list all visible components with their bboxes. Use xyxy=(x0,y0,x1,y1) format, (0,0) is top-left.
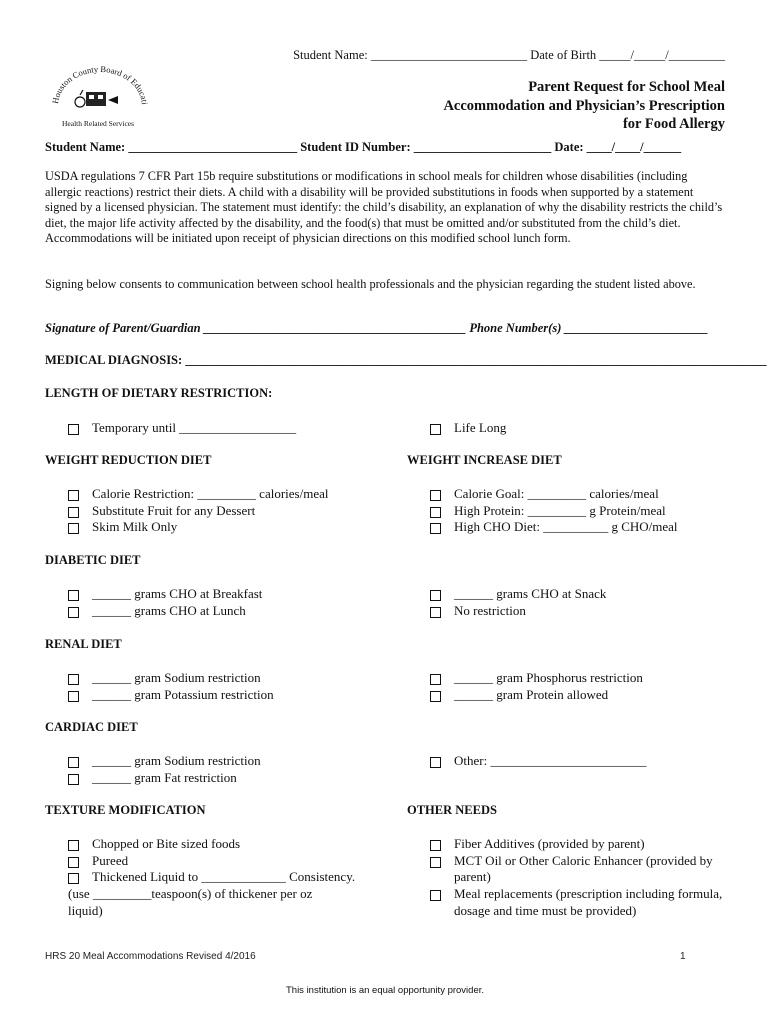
checkbox-item[interactable]: Skim Milk Only xyxy=(68,519,328,536)
thickener-note-end: liquid) xyxy=(68,902,103,918)
checkbox-item[interactable]: Thickened Liquid to _____________ Consistency. xyxy=(68,869,388,886)
renal-heading: RENAL DIET xyxy=(45,637,122,651)
checkbox-icon[interactable] xyxy=(430,507,441,518)
checkbox-item[interactable]: Chopped or Bite sized foods xyxy=(68,836,388,853)
consent-paragraph: Signing below consents to communication between school health professionals and the physician regarding the student listed above. xyxy=(45,277,696,291)
renal-left-list xyxy=(68,670,274,703)
form-title xyxy=(365,78,725,134)
checkbox-item[interactable]: Calorie Restriction: _________ calories/meal xyxy=(68,486,328,503)
checkbox-item[interactable]: High CHO Diet: __________ g CHO/meal xyxy=(430,519,678,536)
checkbox-icon[interactable] xyxy=(430,757,441,768)
checkbox-icon[interactable] xyxy=(430,840,441,851)
seal-icon xyxy=(50,62,150,130)
signature-phone-line[interactable]: Signature of Parent/Guardian __________________________________________ Phone Number(s) _______________________ xyxy=(45,321,709,335)
svg-text:Houston County Board of Educat: Houston County Board of Educati xyxy=(50,63,150,105)
checkbox-icon[interactable] xyxy=(430,674,441,685)
checkbox-icon[interactable] xyxy=(68,691,79,702)
checkbox-item[interactable]: Calorie Goal: _________ calories/meal xyxy=(430,486,678,503)
checkbox-icon[interactable] xyxy=(430,857,441,868)
equal-opportunity-statement: This institution is an equal opportunity provider. xyxy=(285,985,485,996)
checkbox-icon[interactable] xyxy=(68,523,79,534)
thickener-note[interactable]: (use _________teaspoon(s) of thickener per oz xyxy=(68,886,313,902)
checkbox-item[interactable]: No restriction xyxy=(430,603,606,620)
checkbox-icon[interactable] xyxy=(430,890,441,901)
checkbox-icon[interactable] xyxy=(68,873,79,884)
cardiac-left-list xyxy=(68,753,261,786)
renal-right-list xyxy=(430,670,643,703)
checkbox-icon[interactable] xyxy=(68,590,79,601)
checkbox-item[interactable]: ______ gram Potassium restriction xyxy=(68,687,274,704)
checkbox-item[interactable]: ______ gram Sodium restriction xyxy=(68,753,261,770)
length-right-list xyxy=(430,420,506,437)
title-line-2: Accommodation and Physician’s Prescription xyxy=(443,97,725,114)
checkbox-icon[interactable] xyxy=(68,674,79,685)
checkbox-item[interactable]: ______ gram Fat restriction xyxy=(68,770,261,787)
checkbox-icon[interactable] xyxy=(68,490,79,501)
checkbox-icon[interactable] xyxy=(68,424,79,435)
checkbox-icon[interactable] xyxy=(68,607,79,618)
other-needs-heading: OTHER NEEDS xyxy=(407,803,497,817)
checkbox-icon[interactable] xyxy=(430,424,441,435)
checkbox-item[interactable]: Temporary until __________________ xyxy=(68,420,296,437)
checkbox-item[interactable]: MCT Oil or Other Caloric Enhancer (provided by parent) xyxy=(430,853,730,886)
checkbox-icon[interactable] xyxy=(430,607,441,618)
title-line-1: Parent Request for School Meal xyxy=(528,79,725,95)
checkbox-icon[interactable] xyxy=(68,757,79,768)
checkbox-item[interactable]: ______ gram Sodium restriction xyxy=(68,670,274,687)
weight-reduction-list xyxy=(68,486,328,536)
checkbox-item[interactable]: Meal replacements (prescription including formula, dosage and time must be provided) xyxy=(430,886,730,919)
length-heading: LENGTH OF DIETARY RESTRICTION: xyxy=(45,386,273,400)
checkbox-icon[interactable] xyxy=(68,774,79,785)
checkbox-icon[interactable] xyxy=(68,857,79,868)
checkbox-item[interactable]: ______ grams CHO at Lunch xyxy=(68,603,262,620)
checkbox-item[interactable]: ______ grams CHO at Snack xyxy=(430,586,606,603)
diabetic-heading: DIABETIC DIET xyxy=(45,553,141,567)
checkbox-icon[interactable] xyxy=(430,523,441,534)
checkbox-icon[interactable] xyxy=(430,691,441,702)
checkbox-item[interactable]: ______ gram Protein allowed xyxy=(430,687,643,704)
svg-text:Health Related Services: Health Related Services xyxy=(62,119,135,128)
student-id-date-line[interactable]: Student Name: ___________________________ Student ID Number: ______________________ Date: ____/____/______ xyxy=(45,140,682,154)
checkbox-item[interactable]: ______ grams CHO at Breakfast xyxy=(68,586,262,603)
checkbox-item[interactable]: Fiber Additives (provided by parent) xyxy=(430,836,730,853)
board-of-education-logo xyxy=(50,62,150,130)
diabetic-left-list xyxy=(68,586,262,619)
weight-increase-list xyxy=(430,486,678,536)
checkbox-item[interactable]: High Protein: _________ g Protein/meal xyxy=(430,503,678,520)
student-name-dob-line: Student Name: _________________________ Date of Birth _____/_____/_________ xyxy=(293,48,725,62)
texture-list xyxy=(68,836,388,920)
diabetic-right-list xyxy=(430,586,606,619)
checkbox-icon[interactable] xyxy=(430,490,441,501)
form-id-footer: HRS 20 Meal Accommodations Revised 4/2016 xyxy=(45,951,256,962)
checkbox-item[interactable]: Life Long xyxy=(430,420,506,437)
usda-paragraph: USDA regulations 7 CFR Part 15b require substitutions or modifications in school meals for children whose disabilities (including allergic reactions) restrict their diets. A child with a disability will be provided substitutions in foods when supported by a statement signed by a licensed physician. The statement must identify: the child’s disability, an explanation of why the disability restricts the child’s diet, the major life activity affected by the disability, and the food(s) that must be omitted and/or substituted from the child’s diet. Accommodations will be initiated upon receipt of physician directions on this modified school lunch form. xyxy=(45,169,723,246)
checkbox-icon[interactable] xyxy=(68,507,79,518)
checkbox-icon[interactable] xyxy=(68,840,79,851)
other-needs-list xyxy=(430,836,730,920)
cardiac-right-list xyxy=(430,753,646,770)
checkbox-item[interactable]: Other: ________________________ xyxy=(430,753,646,770)
checkbox-item[interactable]: Substitute Fruit for any Dessert xyxy=(68,503,328,520)
cardiac-heading: CARDIAC DIET xyxy=(45,720,138,734)
medical-diagnosis-line[interactable]: MEDICAL DIAGNOSIS: _____________________________________________________________________________________________ xyxy=(45,353,767,367)
title-line-3: for Food Allergy xyxy=(622,116,725,132)
weight-increase-heading: WEIGHT INCREASE DIET xyxy=(407,453,562,467)
checkbox-item[interactable]: Pureed xyxy=(68,853,388,870)
page-number: 1 xyxy=(680,951,686,962)
weight-reduction-heading: WEIGHT REDUCTION DIET xyxy=(45,453,212,467)
texture-heading: TEXTURE MODIFICATION xyxy=(45,803,206,817)
checkbox-item[interactable]: ______ gram Phosphorus restriction xyxy=(430,670,643,687)
checkbox-icon[interactable] xyxy=(430,590,441,601)
length-left-list xyxy=(68,420,296,437)
